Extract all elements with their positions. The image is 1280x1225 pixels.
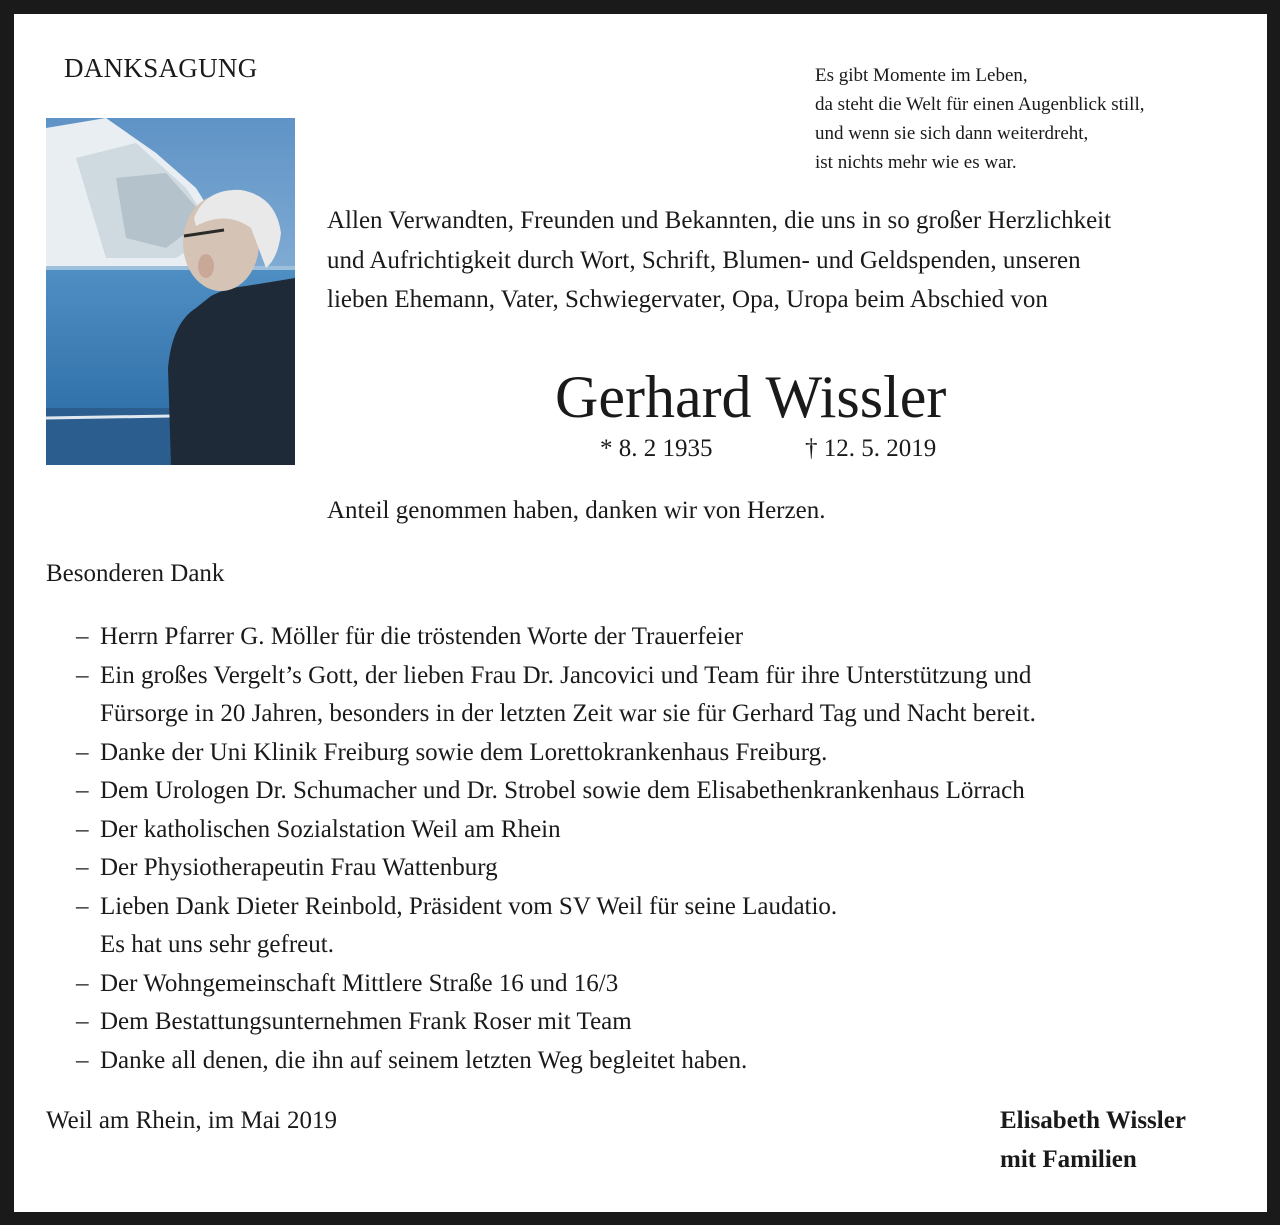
- signature: [1000, 1102, 1186, 1179]
- poem-line: ist nichts mehr wie es war.: [815, 152, 1017, 173]
- thanks-list-item: [76, 849, 1256, 888]
- intro-line: Allen Verwandten, Freunden und Bekannten, die uns in so großer Herzlichkeit: [327, 207, 1112, 234]
- dash-bullet: –: [76, 969, 89, 997]
- dash-bullet: –: [76, 854, 89, 881]
- death-date: † 12. 5. 2019: [805, 435, 937, 462]
- intro-text: [327, 201, 1111, 320]
- birth-date: * 8. 2 1935: [600, 435, 713, 462]
- thanks-line: Danke der Uni Klinik Freiburg sowie dem Lorettokrankenhaus Freiburg.: [100, 738, 828, 766]
- thanks-line: Dem Bestattungsunternehmen Frank Roser mit Team: [100, 1008, 632, 1035]
- thanks-line: Der katholischen Sozialstation Weil am Rhein: [100, 815, 561, 843]
- thanks-list-item: [76, 1003, 1256, 1042]
- thanks-list-item: [76, 965, 1256, 1004]
- thanks-line: Fürsorge in 20 Jahren, besonders in der letzten Zeit war sie für Gerhard Tag und Nacht bereit.: [100, 700, 1036, 727]
- portrait-photo-image: [46, 118, 295, 465]
- dash-bullet: –: [76, 623, 89, 650]
- thanks-list: [76, 618, 1256, 1080]
- thanks-list-item: [76, 618, 1256, 657]
- thanks-line: Lieben Dank Dieter Reinbold, Präsident vom SV Weil für seine Laudatio.: [100, 892, 838, 920]
- thanks-line: Ein großes Vergelt’s Gott, der lieben Frau Dr. Jancovici und Team für ihre Unterstützung und: [100, 661, 1032, 689]
- poem-line: und wenn sie sich dann weiterdreht,: [815, 123, 1089, 144]
- intro-line: lieben Ehemann, Vater, Schwiegervater, Opa, Uropa beim Abschied von: [327, 286, 1048, 313]
- closing-text: Anteil genommen haben, danken wir von Herzen.: [327, 497, 826, 524]
- dash-bullet: –: [76, 777, 89, 804]
- dash-bullet: –: [76, 815, 89, 843]
- portrait-photo: [46, 118, 295, 465]
- thanks-line: Dem Urologen Dr. Schumacher und Dr. Strobel sowie dem Elisabethenkrankenhaus Lörrach: [100, 777, 1025, 804]
- poem-line: da steht die Welt für einen Augenblick still,: [815, 94, 1145, 115]
- poem: [815, 61, 1145, 177]
- dash-bullet: –: [76, 1008, 89, 1035]
- deceased-name: Gerhard Wissler: [555, 364, 947, 430]
- thanks-line: Es hat uns sehr gefreut.: [100, 931, 334, 958]
- place-date: Weil am Rhein, im Mai 2019: [46, 1107, 338, 1134]
- signature-line: mit Familien: [1000, 1145, 1137, 1173]
- life-dates: [600, 432, 937, 466]
- special-thanks-heading: Besonderen Dank: [46, 560, 225, 587]
- thanks-list-item: [76, 888, 1256, 965]
- thanks-line: Der Wohngemeinschaft Mittlere Straße 16 und 16/3: [100, 969, 619, 997]
- thanks-line: Danke all denen, die ihn auf seinem letzten Weg begleitet haben.: [100, 1046, 748, 1074]
- intro-line: und Aufrichtigkeit durch Wort, Schrift, Blumen- und Geldspenden, unseren: [327, 246, 1081, 274]
- thanks-list-item: [76, 772, 1256, 811]
- dash-bullet: –: [76, 661, 89, 689]
- thanks-list-item: [76, 1042, 1256, 1081]
- thanks-line: Der Physiotherapeutin Frau Wattenburg: [100, 854, 498, 881]
- poem-line: Es gibt Momente im Leben,: [815, 65, 1028, 86]
- thanks-list-item: [76, 811, 1256, 850]
- thanks-line: Herrn Pfarrer G. Möller für die tröstenden Worte der Trauerfeier: [100, 623, 744, 650]
- dash-bullet: –: [76, 1046, 89, 1074]
- dash-bullet: –: [76, 892, 89, 920]
- signature-line: Elisabeth Wissler: [1000, 1107, 1186, 1134]
- page-title: DANKSAGUNG: [64, 53, 258, 83]
- thanks-list-item: [76, 657, 1256, 734]
- thanks-list-item: [76, 734, 1256, 773]
- dash-bullet: –: [76, 738, 89, 766]
